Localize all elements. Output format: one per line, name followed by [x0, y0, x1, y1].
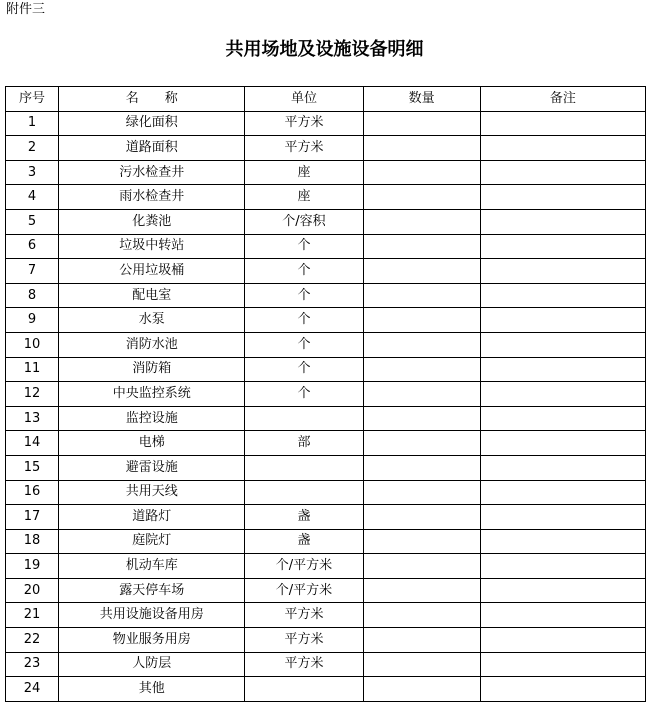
cell-note [480, 357, 645, 382]
cell-qty [363, 234, 480, 259]
header-unit: 单位 [245, 87, 363, 112]
cell-note [480, 382, 645, 407]
cell-qty [363, 259, 480, 284]
cell-no: 17 [6, 505, 59, 530]
cell-name: 共用天线 [59, 480, 245, 505]
cell-name: 水泵 [59, 308, 245, 333]
table-row [6, 111, 646, 136]
table-row [6, 652, 646, 677]
attachment-label: 附件三 [6, 2, 46, 17]
cell-note [480, 308, 645, 333]
cell-name: 庭院灯 [59, 529, 245, 554]
cell-name: 中央监控系统 [59, 382, 245, 407]
cell-qty [363, 603, 480, 628]
cell-note [480, 185, 645, 210]
cell-no: 23 [6, 652, 59, 677]
cell-name: 其他 [59, 677, 245, 702]
cell-qty [363, 136, 480, 161]
cell-no: 19 [6, 554, 59, 579]
cell-qty [363, 111, 480, 136]
cell-no: 18 [6, 529, 59, 554]
cell-unit: 座 [245, 185, 363, 210]
cell-note [480, 554, 645, 579]
cell-name: 监控设施 [59, 406, 245, 431]
cell-unit: 盏 [245, 529, 363, 554]
table-row [6, 234, 646, 259]
cell-note [480, 677, 645, 702]
cell-name: 垃圾中转站 [59, 234, 245, 259]
cell-note [480, 136, 645, 161]
cell-qty [363, 628, 480, 653]
cell-unit: 平方米 [245, 628, 363, 653]
cell-note [480, 603, 645, 628]
cell-note [480, 529, 645, 554]
table-body [6, 111, 646, 701]
cell-no: 13 [6, 406, 59, 431]
table-row [6, 209, 646, 234]
cell-unit: 个 [245, 234, 363, 259]
cell-no: 24 [6, 677, 59, 702]
cell-qty [363, 652, 480, 677]
cell-qty [363, 406, 480, 431]
table-row [6, 332, 646, 357]
cell-note [480, 480, 645, 505]
cell-name: 公用垃圾桶 [59, 259, 245, 284]
cell-no: 14 [6, 431, 59, 456]
cell-unit [245, 455, 363, 480]
cell-note [480, 505, 645, 530]
table-row [6, 628, 646, 653]
cell-unit: 平方米 [245, 652, 363, 677]
cell-no: 5 [6, 209, 59, 234]
table-row [6, 283, 646, 308]
cell-name: 污水检查井 [59, 160, 245, 185]
cell-note [480, 652, 645, 677]
cell-note [480, 259, 645, 284]
cell-note [480, 406, 645, 431]
table-row [6, 578, 646, 603]
table-row [6, 431, 646, 456]
table-row [6, 160, 646, 185]
table-row [6, 554, 646, 579]
cell-note [480, 234, 645, 259]
cell-unit: 个/平方米 [245, 578, 363, 603]
cell-name: 配电室 [59, 283, 245, 308]
cell-unit: 盏 [245, 505, 363, 530]
cell-qty [363, 308, 480, 333]
cell-unit: 个 [245, 332, 363, 357]
cell-no: 21 [6, 603, 59, 628]
cell-no: 15 [6, 455, 59, 480]
cell-qty [363, 554, 480, 579]
cell-qty [363, 480, 480, 505]
cell-qty [363, 677, 480, 702]
table-row [6, 505, 646, 530]
cell-name: 道路灯 [59, 505, 245, 530]
cell-name: 共用设施设备用房 [59, 603, 245, 628]
cell-note [480, 332, 645, 357]
cell-qty [363, 357, 480, 382]
cell-no: 20 [6, 578, 59, 603]
facilities-table [5, 86, 646, 702]
cell-no: 11 [6, 357, 59, 382]
cell-name: 人防层 [59, 652, 245, 677]
cell-unit: 个/平方米 [245, 554, 363, 579]
cell-no: 2 [6, 136, 59, 161]
cell-no: 16 [6, 480, 59, 505]
cell-unit: 平方米 [245, 603, 363, 628]
cell-note [480, 578, 645, 603]
cell-unit [245, 480, 363, 505]
cell-name: 消防箱 [59, 357, 245, 382]
cell-no: 22 [6, 628, 59, 653]
cell-name: 绿化面积 [59, 111, 245, 136]
cell-note [480, 455, 645, 480]
cell-note [480, 431, 645, 456]
table-row [6, 382, 646, 407]
cell-qty [363, 283, 480, 308]
cell-qty [363, 529, 480, 554]
cell-qty [363, 431, 480, 456]
cell-unit [245, 406, 363, 431]
cell-no: 7 [6, 259, 59, 284]
cell-unit: 个 [245, 259, 363, 284]
cell-no: 9 [6, 308, 59, 333]
cell-qty [363, 578, 480, 603]
cell-qty [363, 332, 480, 357]
cell-name: 避雷设施 [59, 455, 245, 480]
table-row [6, 406, 646, 431]
cell-note [480, 209, 645, 234]
cell-note [480, 283, 645, 308]
cell-name: 露天停车场 [59, 578, 245, 603]
table-row [6, 136, 646, 161]
table-row [6, 480, 646, 505]
header-qty: 数量 [363, 87, 480, 112]
table-row [6, 529, 646, 554]
table-row [6, 603, 646, 628]
cell-name: 机动车库 [59, 554, 245, 579]
cell-unit: 个 [245, 308, 363, 333]
cell-unit: 个 [245, 382, 363, 407]
cell-name: 雨水检查井 [59, 185, 245, 210]
cell-qty [363, 382, 480, 407]
cell-unit: 部 [245, 431, 363, 456]
cell-no: 1 [6, 111, 59, 136]
cell-qty [363, 505, 480, 530]
cell-note [480, 160, 645, 185]
cell-unit [245, 677, 363, 702]
header-note: 备注 [480, 87, 645, 112]
cell-no: 3 [6, 160, 59, 185]
table-row [6, 308, 646, 333]
cell-unit: 平方米 [245, 136, 363, 161]
cell-name: 道路面积 [59, 136, 245, 161]
cell-no: 4 [6, 185, 59, 210]
cell-qty [363, 455, 480, 480]
table-row [6, 259, 646, 284]
cell-note [480, 111, 645, 136]
cell-unit: 个 [245, 283, 363, 308]
table-row [6, 357, 646, 382]
cell-no: 6 [6, 234, 59, 259]
cell-name: 物业服务用房 [59, 628, 245, 653]
cell-no: 8 [6, 283, 59, 308]
cell-unit: 个 [245, 357, 363, 382]
page-title: 共用场地及设施设备明细 [225, 39, 424, 60]
table-header-row [6, 87, 646, 112]
cell-unit: 座 [245, 160, 363, 185]
cell-no: 10 [6, 332, 59, 357]
cell-note [480, 628, 645, 653]
cell-qty [363, 185, 480, 210]
cell-unit: 个/容积 [245, 209, 363, 234]
cell-qty [363, 160, 480, 185]
cell-name: 电梯 [59, 431, 245, 456]
header-no: 序号 [6, 87, 59, 112]
cell-name: 消防水池 [59, 332, 245, 357]
cell-unit: 平方米 [245, 111, 363, 136]
header-name: 名 称 [59, 87, 245, 112]
cell-name: 化粪池 [59, 209, 245, 234]
table-row [6, 677, 646, 702]
table-row [6, 455, 646, 480]
cell-no: 12 [6, 382, 59, 407]
cell-qty [363, 209, 480, 234]
table-row [6, 185, 646, 210]
